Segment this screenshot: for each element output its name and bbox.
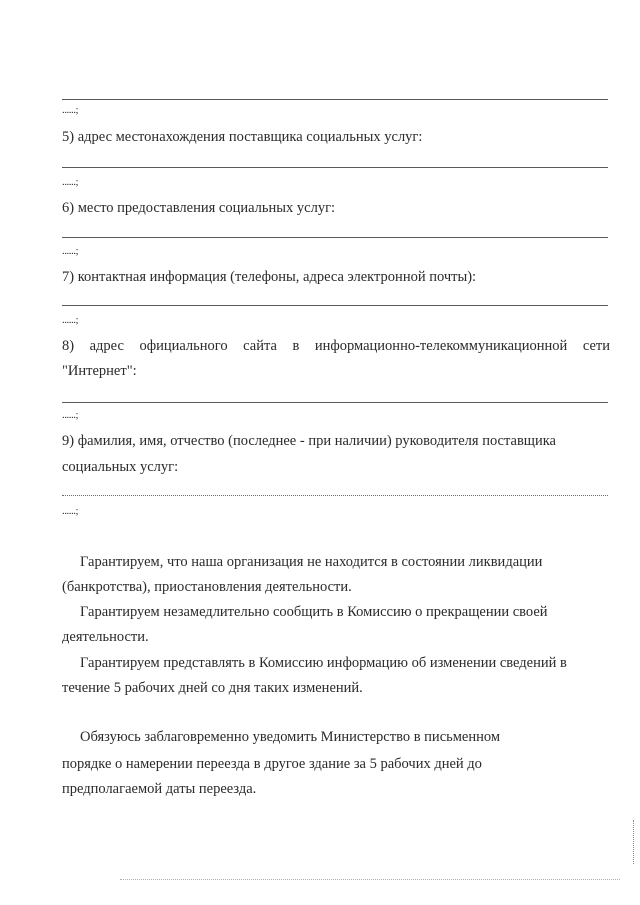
fill-line [62, 99, 608, 100]
fill-line-end: ......; [62, 104, 79, 116]
fill-line-end: ......; [62, 314, 79, 326]
guarantee-1-line1: Гарантируем, что наша организация не находится в состоянии ликвидации [80, 554, 543, 570]
fill-line-end: ......; [62, 245, 79, 257]
fill-line [62, 305, 608, 306]
item-7-label: 7) контактная информация (телефоны, адреса электронной почты): [62, 269, 477, 285]
fill-line [62, 237, 608, 238]
fill-line-end: ......; [62, 505, 79, 517]
item-9-label-line2: социальных услуг: [62, 459, 179, 475]
guarantee-2-line2: деятельности. [62, 629, 149, 645]
fill-line-end: ......; [62, 409, 79, 421]
fill-line [62, 495, 608, 496]
item-8-label-line2: "Интернет": [62, 363, 137, 379]
obligation-line2: порядке о намерении переезда в другое здание за 5 рабочих дней до [62, 756, 482, 772]
scan-edge-mark [633, 820, 637, 864]
obligation-line3: предполагаемой даты переезда. [62, 781, 257, 797]
fill-line [62, 167, 608, 168]
scan-bottom-line [120, 879, 620, 880]
fill-line-end: ......; [62, 176, 79, 188]
item-5-label: 5) адрес местонахождения поставщика социальных услуг: [62, 129, 423, 145]
item-8-label-line1: 8) адрес официального сайта в информационно-телекоммуникационной сети [62, 338, 610, 354]
guarantee-3-line2: течение 5 рабочих дней со дня таких изменений. [62, 680, 363, 696]
item-6-label: 6) место предоставления социальных услуг: [62, 200, 336, 216]
guarantee-3-line1: Гарантируем представлять в Комиссию информацию об изменении сведений в [80, 655, 567, 671]
obligation-line1: Обязуюсь заблаговременно уведомить Министерство в письменном [80, 729, 501, 745]
guarantee-2-line1: Гарантируем незамедлительно сообщить в Комиссию о прекращении своей [80, 604, 548, 620]
fill-line [62, 402, 608, 403]
item-9-label-line1: 9) фамилия, имя, отчество (последнее - при наличии) руководителя поставщика [62, 433, 556, 449]
guarantee-1-line2: (банкротства), приостановления деятельности. [62, 579, 352, 595]
